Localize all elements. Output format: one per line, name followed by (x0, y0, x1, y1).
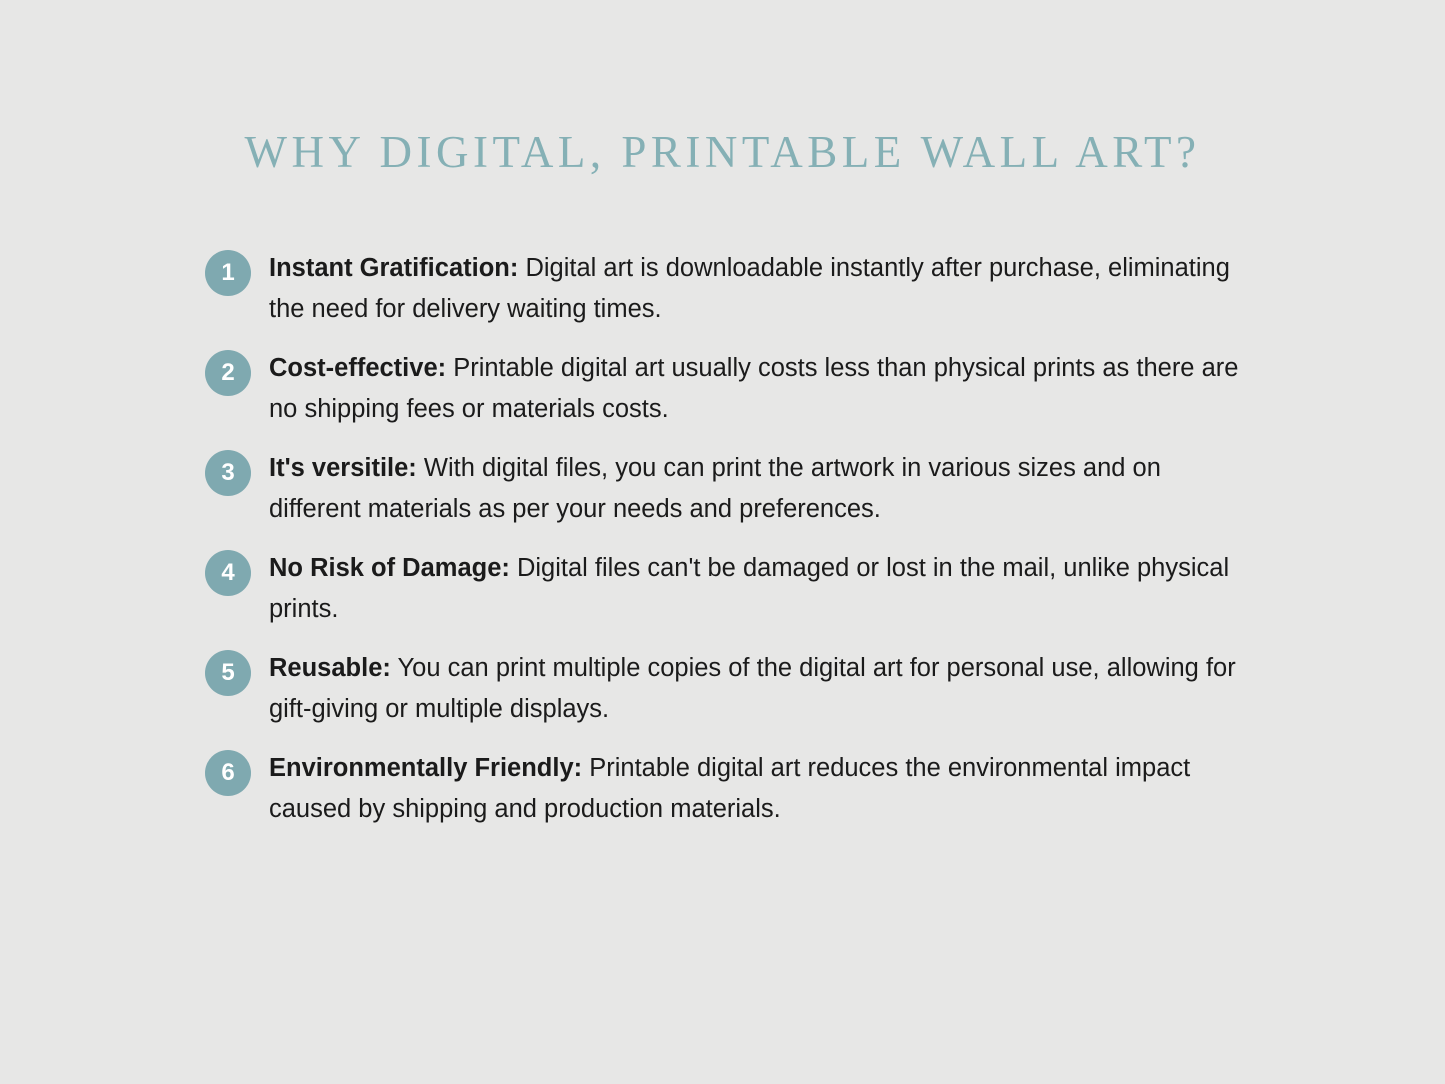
list-item-body: Printable digital art reduces the environmental impact caused by shipping and production materials. (269, 754, 1191, 823)
list-item-number-badge: 6 (205, 750, 251, 796)
list-item-lead: It's versitile: (269, 454, 417, 482)
list-item-text (269, 248, 1250, 330)
list-item-lead: Environmentally Friendly: (269, 754, 583, 782)
list-item-body: Digital art is downloadable instantly after purchase, eliminating the need for delivery waiting times. (269, 254, 1230, 323)
list-item-number-badge: 4 (205, 550, 251, 596)
list-item (205, 548, 1250, 630)
list-item-number-badge: 5 (205, 650, 251, 696)
list-item-text (269, 648, 1250, 730)
list-item-lead: Cost-effective: (269, 354, 447, 382)
list-item-number-badge: 3 (205, 450, 251, 496)
list-item (205, 248, 1250, 330)
list-item-body: With digital files, you can print the artwork in various sizes and on different materials as per your needs and preferences. (269, 454, 1161, 523)
list-item (205, 448, 1250, 530)
list-item-lead: Instant Gratification: (269, 254, 519, 282)
list-item-text (269, 348, 1250, 430)
list-item-body: Digital files can't be damaged or lost in the mail, unlike physical prints. (269, 554, 1230, 623)
list-item-text (269, 548, 1250, 630)
list-item-number-badge: 1 (205, 250, 251, 296)
list-item-number-badge: 2 (205, 350, 251, 396)
list-item (205, 348, 1250, 430)
list-item (205, 748, 1250, 830)
list-item-lead: Reusable: (269, 654, 391, 682)
list-item-body: You can print multiple copies of the digital art for personal use, allowing for gift-giving or multiple displays. (269, 654, 1236, 723)
list-item-lead: No Risk of Damage: (269, 554, 510, 582)
benefits-list (205, 248, 1250, 848)
page-title: WHY DIGITAL, PRINTABLE WALL ART? (244, 127, 1201, 177)
list-item-text (269, 448, 1250, 530)
list-item-body: Printable digital art usually costs less than physical prints as there are no shipping fees or materials costs. (269, 354, 1239, 423)
list-item (205, 648, 1250, 730)
list-item-text (269, 748, 1250, 830)
